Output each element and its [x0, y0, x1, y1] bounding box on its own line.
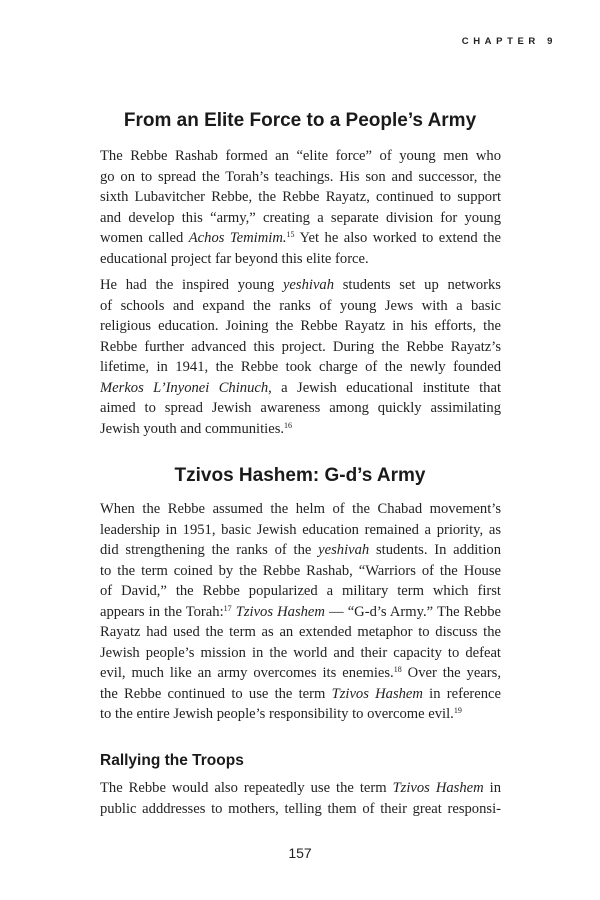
text-line: to the entire Jewish people’s responsibility to overcome evil.$^{19}$ [100, 706, 462, 722]
text-line: Rebbe further advanced this project. During the Rebbe Rayatz’s [100, 338, 501, 355]
text-line: appears in the Torah:$^{17}$ Tzivos Hashem — “G-d’s Army.” The Rebbe [100, 603, 501, 620]
italic-term: yeshivah [318, 542, 370, 558]
italic-term: Tzivos Hashem [392, 780, 484, 796]
text-line: leadership in 1951, basic Jewish education remained a priority, as [100, 521, 501, 538]
text-line: of David,” the Rebbe popularized a military term which first [100, 583, 501, 599]
text-line: sixth Lubavitcher Rebbe, the Rebbe Rayatz, continued to support [100, 189, 501, 205]
text-line: aimed to spread Jewish awareness among quickly assimilating [100, 400, 501, 416]
text-line: lifetime, in 1941, the Rebbe took charge of the newly founded [100, 359, 501, 375]
italic-term: Tzivos Hashem [331, 685, 423, 702]
section-heading-rallying: Rallying the Troops [100, 752, 244, 769]
text-line: When the Rebbe assumed the helm of the Chabad movement’s [100, 501, 501, 517]
text-line: educational project far beyond this elite force. [100, 250, 369, 267]
italic-term: Tzivos Hashem [235, 603, 325, 620]
footnote-ref: 15 [286, 230, 295, 239]
text-line: of schools and expand the ranks of young Jews with a basic [100, 297, 501, 314]
text-line: to the term coined by the Rebbe Rashab, “Warriors of the House [100, 562, 501, 579]
page-number: 157 [288, 845, 312, 861]
text-line: Rayatz had used the term as an extended metaphor to discuss the [100, 624, 501, 640]
italic-term: Merkos L’Inyonei Chinuch [100, 379, 269, 396]
footnote-ref: 16 [284, 420, 293, 430]
text-line: Jewish people’s mission in the world and their capacity to defeat [100, 644, 501, 661]
footnote-ref: 17 [223, 603, 232, 613]
text-line: evil, much like an army overcomes its enemies.$^{18}$ Over the years, [100, 665, 501, 681]
text-line: The Rebbe would also repeatedly use the term Tzivos Hashem in [100, 780, 501, 796]
text-line: Merkos L’Inyonei Chinuch, a Jewish educational institute that [100, 379, 501, 396]
text-line: did strengthening the ranks of the yeshivah students. In addition [100, 542, 501, 558]
text-line: The Rebbe Rashab formed an “elite force” of young men who [100, 148, 501, 164]
footnote-ref: 19 [453, 706, 462, 715]
paragraph-tzivos-hashem [100, 499, 501, 725]
paragraph-elite-force [100, 146, 501, 269]
italic-term: yeshivah [282, 277, 335, 293]
text-line: the Rebbe continued to use the term Tzivos Hashem in reference [100, 685, 501, 702]
text-line: and develop this “army,” creating a separate division for young [100, 209, 501, 226]
section-heading-elite-force: From an Elite Force to a People’s Army [123, 110, 477, 131]
text-line: He had the inspired young yeshivah students set up networks [100, 277, 501, 293]
text-line: go on to spread the Torah’s teachings. His son and successor, the [100, 168, 501, 185]
text-line: Jewish youth and communities.$^{16}$ [100, 420, 293, 437]
running-head: CHAPTER 9 [461, 36, 557, 47]
text-line: public adddresses to mothers, telling them of their great responsi- [100, 800, 501, 817]
footnote-ref: 18 [393, 665, 402, 674]
section-heading-tzivos-hashem: Tzivos Hashem: G-d’s Army [174, 465, 426, 486]
paragraph-networks [100, 275, 501, 439]
text-line: women called Achos Temimim.$^{15}$ Yet he also worked to extend the [100, 230, 501, 246]
italic-term: Achos Temimim. [188, 230, 287, 246]
text-line: religious education. Joining the Rebbe Rayatz in his efforts, the [100, 318, 501, 334]
paragraph-rallying [100, 778, 501, 819]
